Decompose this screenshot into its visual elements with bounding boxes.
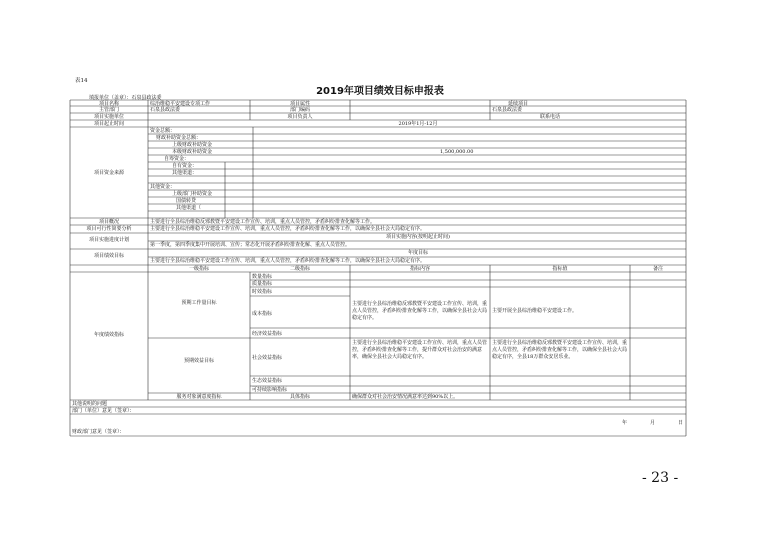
funding-bond: 国债转贷 <box>176 198 197 204</box>
label-project-lead: 项目负责人 <box>287 114 313 120</box>
value-project-name: 综治维稳平安建设专项工作 <box>150 101 211 107</box>
date-year: 年 <box>622 420 628 426</box>
funding-fiscal-total: 财政补助资金总额： <box>156 135 202 141</box>
funding-other-channel-2: 其他渠道（ <box>176 205 202 211</box>
label-feasibility: 项目可行性简要分析 <box>86 226 132 232</box>
ind-quality: 质量指标 <box>252 281 273 287</box>
page-title: 2019年项目绩效目标申报表 <box>316 86 444 97</box>
funding-local: 本级财政补助资金 <box>172 149 213 155</box>
label-other-issues: 其他说明的问题 <box>72 401 108 407</box>
col-remark: 备注 <box>652 266 663 272</box>
label-project-attr: 项目属性 <box>289 101 310 107</box>
date-day: 日 <box>678 420 684 426</box>
value-department: 石泉县政法委 <box>150 107 181 113</box>
ind-cost: 成本指标 <box>252 311 273 317</box>
group-output: 预期工作量目标 <box>181 300 217 306</box>
content-satisfaction: 确保群众对社会治安情况满意率达到90%以上。 <box>352 394 459 400</box>
label-contact-phone: 联系电话 <box>540 114 561 120</box>
ind-ecological: 生态效益指标 <box>252 378 283 384</box>
group-satisfaction: 服务对象满意度指标 <box>176 394 222 400</box>
value-cost: 主要开展全县综治维稳平安建设工作。 <box>492 308 578 314</box>
value-project-attr: 延续项目 <box>507 101 528 107</box>
label-project-name: 项目名称 <box>98 101 119 107</box>
filling-unit: 填报单位（盖章）：石泉县政法委 <box>89 95 162 101</box>
ind-social: 社会效益指标 <box>252 355 283 361</box>
progress-header: 项目实施内容(按明起止时间) <box>386 234 450 240</box>
ind-quantity: 数量指标 <box>252 274 273 280</box>
label-period: 项目起止时间 <box>93 121 124 127</box>
funding-total: 资金总额： <box>150 128 176 134</box>
label-impl-unit: 项目实施单位 <box>93 114 124 120</box>
value-overview: 主要进行全县综治维稳反邪教暨平安建设工作宣传、培训，重点人员管控，矛盾纠纷排查化解等工作。 <box>150 219 376 225</box>
ind-sustainable: 可持续影响指标 <box>252 387 288 393</box>
value-social: 主要进行全县综治维稳反邪教暨平安建设工作宣传、培训，重点人员管控，矛盾纠纷排查化解等工作，以确保全县社会大局稳定有序，全县18万群众安居乐业。 <box>492 340 628 360</box>
ind-specific: 具体指标 <box>289 394 310 400</box>
table-number: 表14 <box>75 78 88 84</box>
col-level2: 二级指标 <box>289 266 310 272</box>
group-effect: 预期效益目标 <box>183 358 214 364</box>
content-social: 主要进行全县综治维稳平安建设工作宣传、培训，重点人员管控，矛盾纠纷排查化解等工作，提升群众对社会治安的满意率，确保全县社会大局稳定有序。 <box>352 340 488 360</box>
col-content: 指标内容 <box>409 266 430 272</box>
funding-self: 自筹资金： <box>164 156 190 162</box>
date-month: 月 <box>650 420 656 426</box>
label-funding-source: 项目资金来源 <box>93 170 124 176</box>
col-value: 指标值 <box>552 266 568 272</box>
funding-local-amount: 1,500,000.00 <box>440 149 474 155</box>
funding-self-have: 自有资金： <box>172 163 198 169</box>
label-annual-indicators: 年度绩效指标 <box>93 332 124 338</box>
ind-economic: 经济效益指标 <box>252 331 283 337</box>
label-perf-target: 项目绩效目标 <box>93 253 124 259</box>
funding-other: 其他资金： <box>150 184 176 190</box>
col-level1: 一级指标 <box>188 266 209 272</box>
label-progress-plan: 项目实施进度计划 <box>88 237 129 243</box>
value-feasibility: 主要进行全县综治维稳平安建设工作宣传、培训，重点人员管控，矛盾纠纷排查化解等工作，以确保全县社会大局稳定有序。 <box>150 226 426 232</box>
value-dept-code-unit: 石泉县政法委 <box>492 107 523 113</box>
funding-superior: 上级财政补助资金 <box>172 142 213 148</box>
ind-timeliness: 时效指标 <box>252 289 273 295</box>
value-period: 2019年1月-12月 <box>398 121 438 127</box>
value-progress-plan: 第一季度，第四季度集中开展培训、宣传；常态化开展矛盾纠纷排查化解、重点人员管控。 <box>150 242 351 248</box>
label-finance-opinion: 财政部门意见（签章）： <box>72 429 125 435</box>
label-department: 主管部门 <box>98 107 119 113</box>
funding-other-channel-1: 其他渠道： <box>172 170 198 176</box>
funding-upper-dept: 上级部门补助资金 <box>172 191 213 197</box>
page-number: - 23 - <box>642 470 679 486</box>
label-dept-opinion: 部门（单位）意见（签章）： <box>72 408 135 414</box>
label-overview: 项目概况 <box>98 219 119 225</box>
target-header: 年度目标 <box>407 250 428 256</box>
label-dept-code: 部门编码 <box>289 107 310 113</box>
value-perf-target: 主要进行全县综治维稳平安建设工作宣传、培训，重点人员管控，矛盾纠纷排查化解等工作，以确保全县社会大局稳定有序。 <box>150 258 426 264</box>
content-cost: 主要进行全县综治维稳反邪教暨平安建设工作宣传、培训，重点人员管控，矛盾纠纷排查化解等工作，以确保全县社会大局稳定有序。 <box>352 301 488 321</box>
